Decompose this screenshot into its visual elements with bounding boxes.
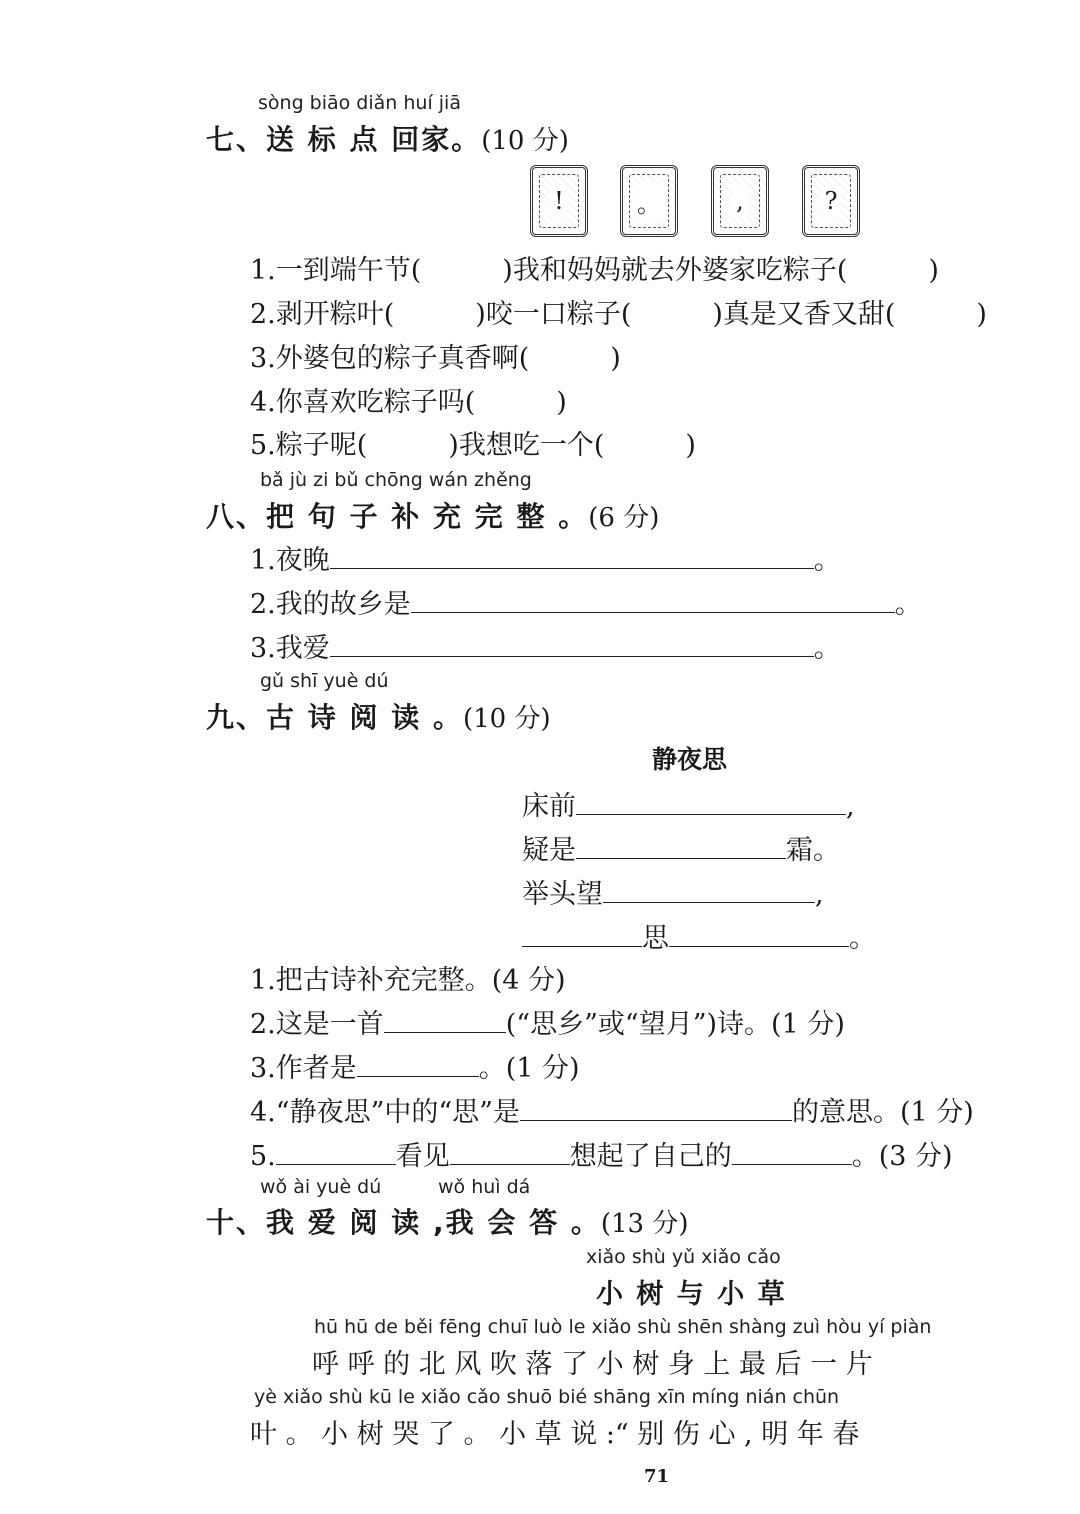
answer-blank[interactable] [411,588,895,613]
story-line-2-pinyin: yè xiǎo shù kū le xiǎo cǎo shuō bié shāng xīn míng nián chūn [254,1386,840,1408]
s9-q1: 1.把古诗补充完整。(4 分) [250,965,566,996]
answer-blank[interactable] [450,1140,570,1165]
answer-blank[interactable] [520,1096,792,1121]
s9-pinyin: gǔ shī yuè dú [260,670,389,692]
s9-title: 九、古 诗 阅 读 。 [206,701,463,734]
answer-blank[interactable] [669,922,849,947]
s7-title: 七、送 标 点 回家。 [206,123,482,156]
s9-q5: 5. 看见 想起了自己的 。(3 分) [250,1141,953,1172]
punct-frame-comma [711,165,769,237]
story-title: 小 树 与 小 草 [596,1279,787,1310]
s8-item-1: 1.夜晚 。 [250,545,841,576]
story-line-1-pinyin: hū hū de běi fēng chuī luò le xiǎo shù shēn shàng zuì hòu yí piàn [314,1316,932,1338]
s9-q3: 3.作者是 。(1 分) [250,1053,580,1084]
punct-comma: , [732,185,748,217]
story-line-2: 叶 。 小 树 哭 了 。 小 草 说 :“ 别 伤 心 , 明 年 春 [250,1419,860,1450]
s8-score: (6 分) [588,503,660,533]
s8-pinyin: bǎ jù zi bǔ chōng wán zhěng [260,469,532,491]
punct-frame-exclaim [530,165,588,237]
s10-pinyin-b: wǒ huì dá [438,1176,531,1198]
story-line-1: 呼 呼 的 北 风 吹 落 了 小 树 身 上 最 后 一 片 [312,1349,873,1380]
s8-heading [206,495,659,535]
s8-item-3: 3.我爱 。 [250,633,841,664]
s9-score: (10 分) [463,704,551,734]
s7-item-5: 5.粽子呢( )我想吃一个( ) [250,430,696,461]
poem-title: 静夜思 [652,745,728,774]
punct-frame-question [802,165,860,237]
page-number: 71 [644,1466,670,1487]
answer-blank[interactable] [732,1140,852,1165]
answer-blank[interactable] [576,790,846,815]
answer-blank[interactable] [522,922,642,947]
poem-line-1: 床前 , [522,791,855,822]
punct-question: ? [821,185,842,217]
s7-item-2: 2.剥开粽叶( )咬一口粽子( )真是又香又甜( ) [250,299,987,330]
answer-blank[interactable] [384,1008,506,1033]
answer-blank[interactable] [330,544,814,569]
s7-item-1: 1.一到端午节( )我和妈妈就去外婆家吃粽子( ) [250,255,939,286]
s10-pinyin-a: wǒ ài yuè dú [260,1176,382,1198]
s9-q2: 2.这是一首 (“思乡”或“望月”)诗。(1 分) [250,1009,845,1040]
answer-blank[interactable] [357,1052,479,1077]
poem-line-3: 举头望 , [522,879,824,910]
punct-period: 。 [633,182,665,221]
s7-score: (10 分) [481,126,569,156]
punct-exclaim: ! [550,185,568,217]
s9-q4: 4.“静夜思”中的“思”是 的意思。(1 分) [250,1097,974,1128]
s7-heading [206,118,569,158]
s10-heading [206,1201,689,1241]
s8-title: 八、把 句 子 补 充 完 整 。 [206,500,589,533]
story-title-pinyin: xiǎo shù yǔ xiǎo cǎo [586,1246,781,1268]
s9-heading [206,696,551,736]
s8-item-2: 2.我的故乡是 。 [250,589,922,620]
s7-pinyin: sòng biāo diǎn huí jiā [258,92,461,114]
answer-blank[interactable] [276,1140,396,1165]
s10-score: (13 分) [600,1209,689,1239]
s10-title: 十、我 爱 阅 读 ,我 会 答 。 [206,1206,601,1239]
poem-line-4: 思 。 [522,916,876,955]
answer-blank[interactable] [330,632,814,657]
poem-line-2: 疑是 霜。 [522,835,840,866]
s7-item-3: 3.外婆包的粽子真香啊( ) [250,343,621,374]
punct-frame-period [620,165,678,237]
answer-blank[interactable] [576,834,786,859]
answer-blank[interactable] [603,878,815,903]
s7-item-4: 4.你喜欢吃粽子吗( ) [250,387,567,418]
